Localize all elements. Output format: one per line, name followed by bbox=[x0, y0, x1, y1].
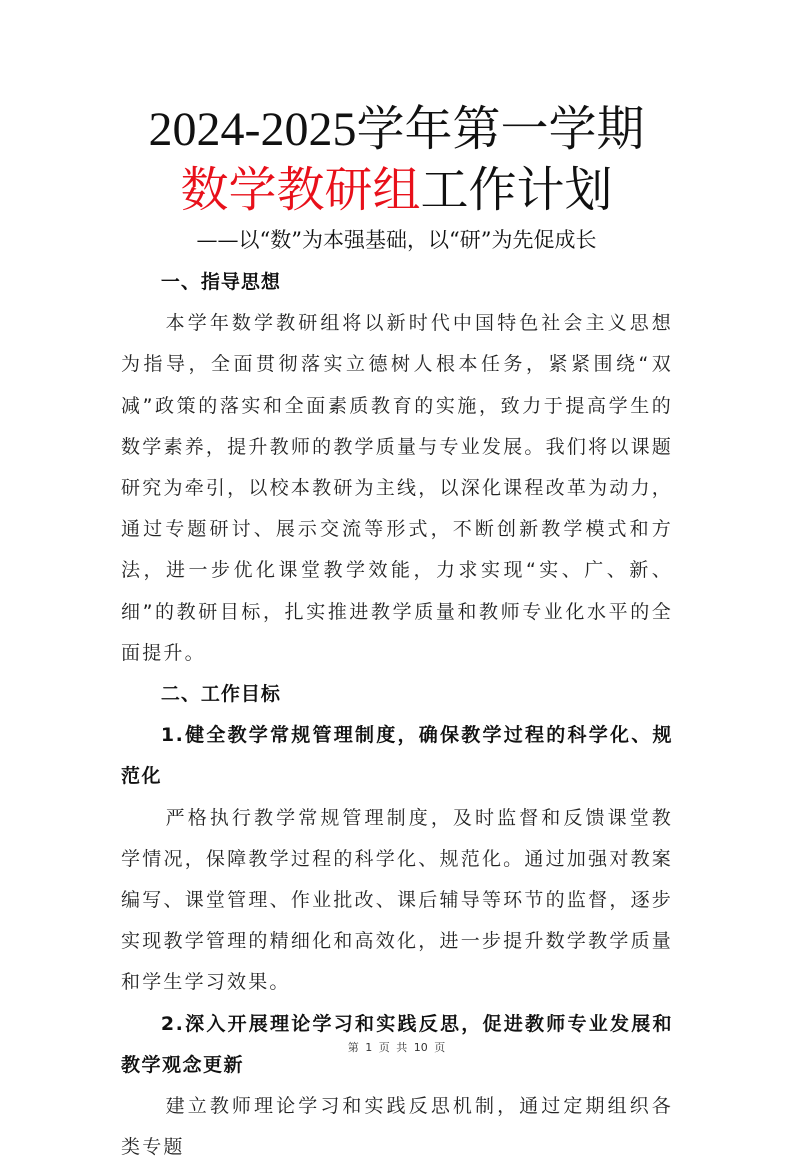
document-subtitle: ——以“数”为本强基础，以“研”为先促成长 bbox=[196, 228, 597, 252]
document-title-line1: 2024-2025学年第一学期 bbox=[148, 103, 645, 156]
section-heading-guiding-ideology: 一、指导思想 bbox=[160, 271, 281, 293]
document-body bbox=[121, 262, 673, 1168]
paragraph-goal-2: 建立教师理论学习和实践反思机制，通过定期组织各类专题 bbox=[121, 1095, 673, 1159]
title-remainder: 工作计划 bbox=[420, 162, 613, 218]
section-heading-work-goals: 二、工作目标 bbox=[160, 683, 281, 706]
title-highlight-red: 数学教研组 bbox=[180, 162, 421, 218]
paragraph-guiding-ideology: 本学年数学教研组将以新时代中国特色社会主义思想为指导，全面贯彻落实立德树人根本任务，紧紧围绕“双减”政策的落实和全面素质教育的实施，致力于提高学生的数学素养，提升教师的教学质量与专业发展。我们将以课题研究为牵引，以校本教研为主线，以深化课程改革为动力，通过专题研讨、展示交流等形式，不断创新教学模式和方法，进一步优化课堂教学效能，力求实现“实、广、新、细”的教研目标，扎实推进教学质量和教师专业化水平的全面提升。 bbox=[121, 312, 673, 664]
subsection-heading-2: 2.深入开展理论学习和实践反思，促进教师专业发展和教学观念更新 bbox=[121, 1012, 673, 1076]
paragraph-goal-1: 严格执行教学常规管理制度，及时监督和反馈课堂教学情况，保障教学过程的科学化、规范化。通过加强对教案编写、课堂管理、作业批改、课后辅导等环节的监督，逐步实现教学管理的精细化和高效化，进一步提升数学教学质量和学生学习效果。 bbox=[121, 806, 673, 994]
subsection-heading-1: 1.健全教学常规管理制度，确保教学过程的科学化、规范化 bbox=[121, 724, 673, 788]
page-footer-number: 第 1 页 共 10 页 bbox=[347, 1041, 446, 1054]
document-title-line2 bbox=[0, 160, 793, 220]
